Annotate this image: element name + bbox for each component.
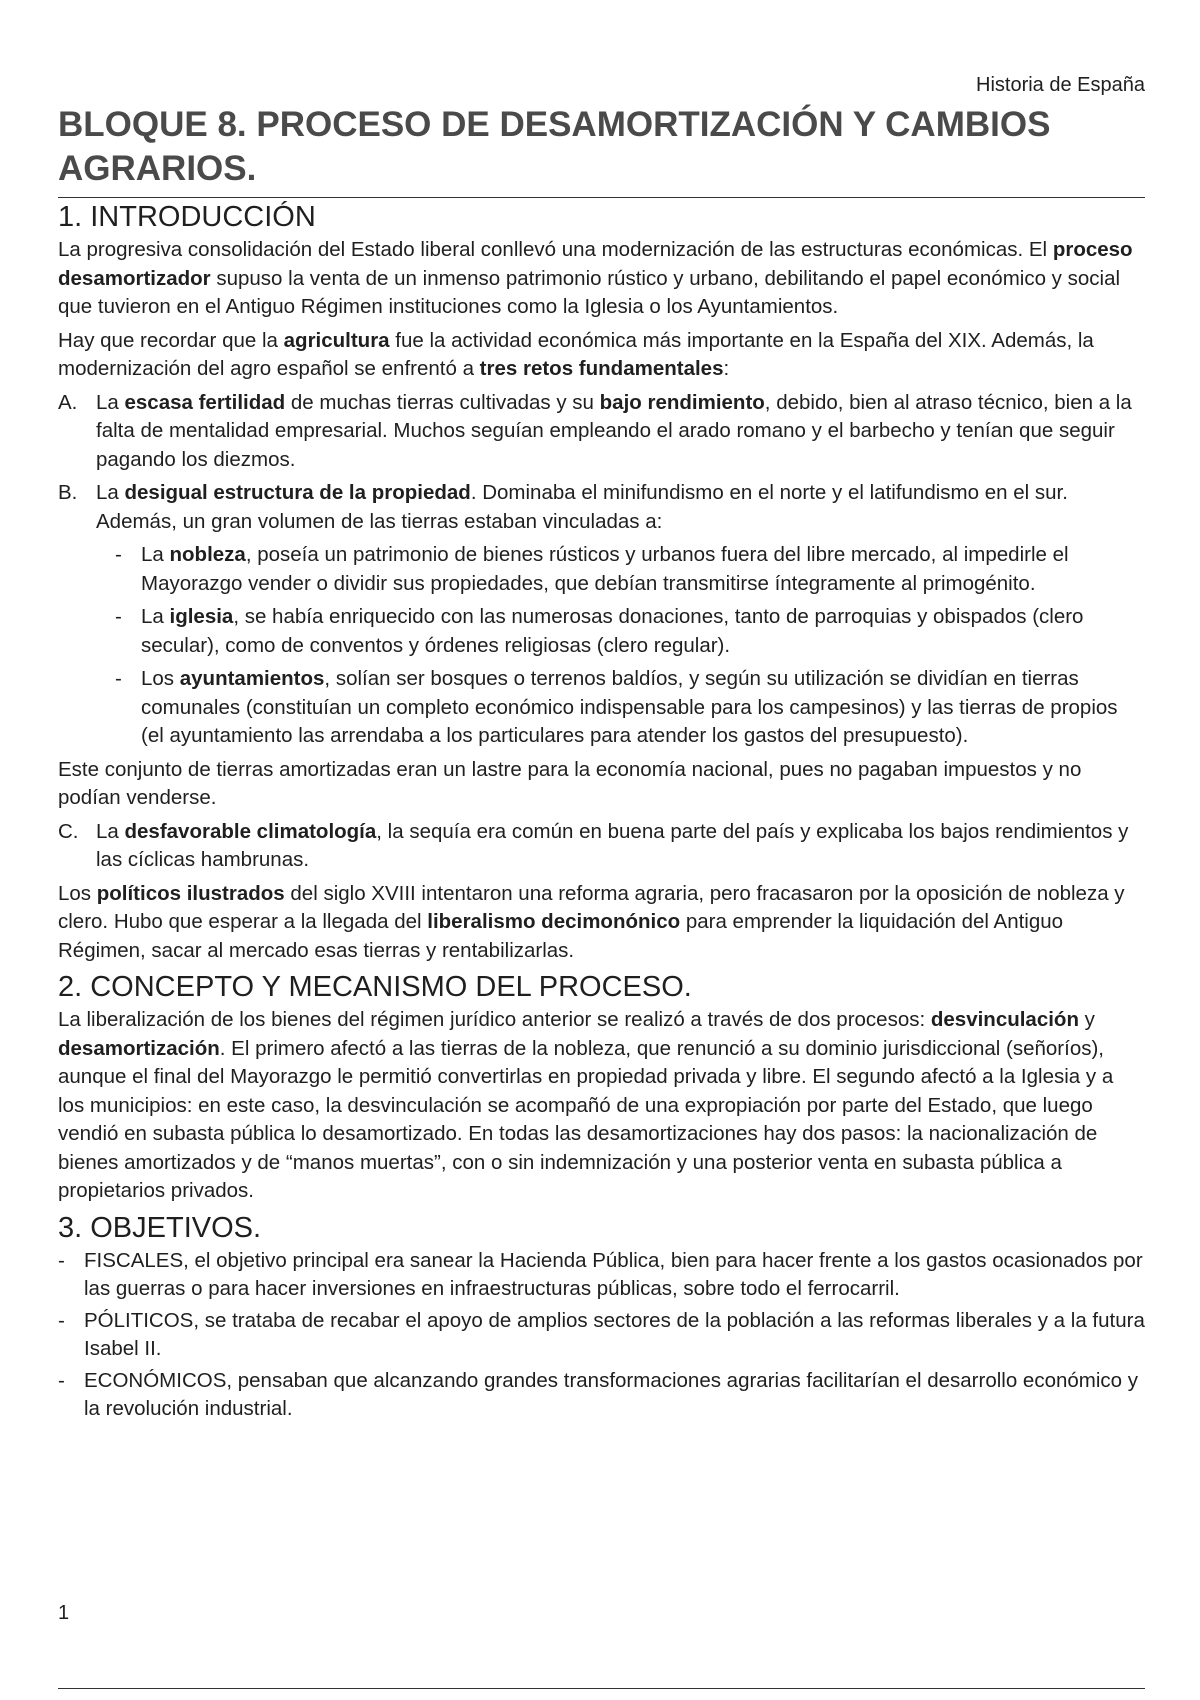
text-run: :: [723, 357, 730, 380]
list-marker: C.: [58, 819, 79, 843]
bold-text: tres retos fundamentales: [479, 357, 724, 380]
text-run: , la sequía era común en buena parte del país y explicaba los bajos rendimientos y las cíclicas hambrunas.: [96, 819, 1129, 871]
bold-text: escasa fertilidad: [124, 390, 286, 414]
text-run: , debido, bien al atraso técnico, bien a la falta de mentalidad empresarial. Muchos seguían empleando el arado romano y el barbecho y tenían que seguir pagando los diezmos.: [96, 390, 1132, 471]
list-item-text: FISCALES, el objetivo principal era sanear la Hacienda Pública, bien para hacer frente a los gastos ocasionados por las guerras o para hacer inversiones en infraestructuras públicas, sobre todo el ferrocarril.: [84, 1248, 1143, 1300]
list-item-text: [96, 391, 1132, 471]
text-run: de muchas tierras cultivadas y su: [285, 390, 600, 414]
objective-item-fiscales: [58, 1247, 1145, 1304]
bold-text: políticos ilustrados: [96, 881, 285, 905]
document-page: [58, 74, 1145, 1427]
text-run: , poseía un patrimonio de bienes rústicos y urbanos fuera del libre mercado, al impedirle el Mayorazgo vender o dividir sus propiedades, que debían transmitirse íntegramente al primogénito.: [141, 543, 1069, 595]
bold-text: desfavorable climatología: [124, 819, 377, 843]
footer-divider: [58, 1688, 1145, 1689]
bold-text: proceso desamortizador: [58, 238, 1133, 290]
text-run: para emprender la liquidación del Antiguo Régimen, sacar al mercado esas tierras y rentabilizarlas.: [58, 910, 1064, 962]
list-item-text: ECONÓMICOS, pensaban que alcanzando grandes transformaciones agrarias facilitarían el desarrollo económico y la revolución industrial.: [84, 1368, 1139, 1420]
bold-text: nobleza: [169, 543, 246, 566]
paragraph: [58, 1006, 1145, 1206]
text-run: supuso la venta de un inmenso patrimonio rústico y urbano, debilitando el papel económico y social que tuvieron en el Antiguo Régimen instituciones como la Iglesia o los Ayuntamientos.: [58, 266, 1121, 318]
text-run: La progresiva consolidación del Estado liberal conllevó una modernización de las estructuras económicas. El: [58, 238, 1053, 261]
title-divider: [58, 197, 1145, 198]
bold-text: ayuntamientos: [179, 667, 325, 690]
bold-text: iglesia: [169, 605, 234, 628]
text-run: del siglo XVIII intentaron una reforma agraria, pero fracasaron por la oposición de nobleza y clero. Hubo que esperar a la llegada del: [58, 881, 1125, 933]
text-run: . Dominaba el minifundismo en el norte y el latifundismo en el sur. Además, un gran volumen de las tierras estaban vinculadas a:: [96, 481, 1068, 533]
paragraph: [58, 327, 1145, 384]
list-item-b: [58, 479, 1145, 536]
text-run: La: [96, 819, 125, 843]
dash-marker: -: [58, 1248, 65, 1272]
text-run: Los: [58, 881, 97, 905]
dash-marker: -: [115, 605, 122, 628]
section-heading-objetivos: 3. OBJETIVOS.: [58, 1211, 262, 1244]
text-run: La liberalización de los bienes del régimen jurídico anterior se realizó a través de dos procesos:: [58, 1008, 931, 1031]
text-run: . El primero afectó a las tierras de la nobleza, que renunció a su dominio jurisdiccional (señoríos), aunque el final del Mayorazgo le permitió convertirlas en propiedad privada y libre. El segundo afectó a la Iglesia y a los municipios: en este caso, la desvinculación se acompañó de una expropiación por parte del Estado, que luego vendió en subasta pública lo desamortizado. En todas las desamortizaciones hay dos pasos: la nacionalización de bienes amortizados y de “manos muertas”, con o sin indemnización y una posterior venta en subasta pública a propietarios privados.: [58, 1036, 1114, 1202]
text-run: La: [96, 481, 125, 504]
bold-text: agricultura: [283, 328, 390, 352]
text-run: y: [1078, 1008, 1095, 1031]
bold-text: desamortización: [58, 1036, 220, 1060]
list-item-text: [141, 667, 1118, 747]
dash-marker: -: [115, 543, 122, 566]
list-item-a: [58, 389, 1145, 475]
paragraph: [58, 236, 1145, 322]
dash-marker: -: [58, 1308, 65, 1332]
sub-list-item-ayuntamientos: [58, 665, 1145, 751]
bold-text: liberalismo decimonónico: [427, 910, 681, 933]
bold-text: bajo rendimiento: [599, 390, 765, 414]
sub-list-item-iglesia: [58, 603, 1145, 660]
list-item-c: [58, 818, 1145, 875]
text-run: Hay que recordar que la: [58, 328, 284, 352]
running-header: Historia de España: [976, 74, 1145, 96]
list-item-text: [141, 543, 1069, 595]
list-item-text: PÓLITICOS, se trataba de recabar el apoyo de amplios sectores de la población a las reformas liberales y a la futura Isabel II.: [84, 1308, 1145, 1360]
bold-text: desigual estructura de la propiedad: [124, 481, 471, 504]
page-title: BLOQUE 8. PROCESO DE DESAMORTIZACIÓN Y CAMBIOS AGRARIOS.: [58, 105, 1051, 188]
text-run: La: [141, 543, 170, 566]
text-run: , se había enriquecido con las numerosas donaciones, tanto de parroquias y obispados (clero secular), como de conventos y órdenes religiosas (clero regular).: [141, 605, 1084, 657]
bold-text: desvinculación: [930, 1008, 1079, 1031]
text-run: Los: [141, 667, 180, 690]
dash-marker: -: [58, 1368, 65, 1392]
objective-item-economicos: [58, 1367, 1145, 1424]
list-marker: A.: [58, 390, 78, 414]
list-item-text: [141, 605, 1083, 657]
paragraph: [58, 756, 1145, 813]
list-item-text: [96, 820, 1128, 872]
section-heading-concepto: 2. CONCEPTO Y MECANISMO DEL PROCESO.: [58, 971, 692, 1003]
page-number: 1: [58, 1602, 70, 1624]
dash-marker: -: [115, 667, 122, 690]
text-run: , solían ser bosques o terrenos baldíos, y según su utilización se dividían en tierras comunales (constituían un completo económico indispensable para los campesinos) y las tierras de propios (el ayuntamiento las arrendaba a los particulares para atender los gastos del presupuesto).: [141, 667, 1118, 747]
list-item-text: [96, 481, 1068, 533]
text-run: La: [141, 605, 170, 628]
list-marker: B.: [58, 481, 78, 504]
section-heading-introduccion: 1. INTRODUCCIÓN: [58, 201, 316, 233]
text-run: fue la actividad económica más importante en la España del XIX. Además, la modernización del agro español se enfrentó a: [58, 328, 1094, 380]
text-run: Este conjunto de tierras amortizadas eran un lastre para la economía nacional, pues no pagaban impuestos y no podían venderse.: [58, 757, 1082, 809]
text-run: La: [96, 390, 125, 414]
sub-list-item-nobleza: [58, 541, 1145, 598]
paragraph: [58, 880, 1145, 966]
objective-item-politicos: [58, 1307, 1145, 1364]
